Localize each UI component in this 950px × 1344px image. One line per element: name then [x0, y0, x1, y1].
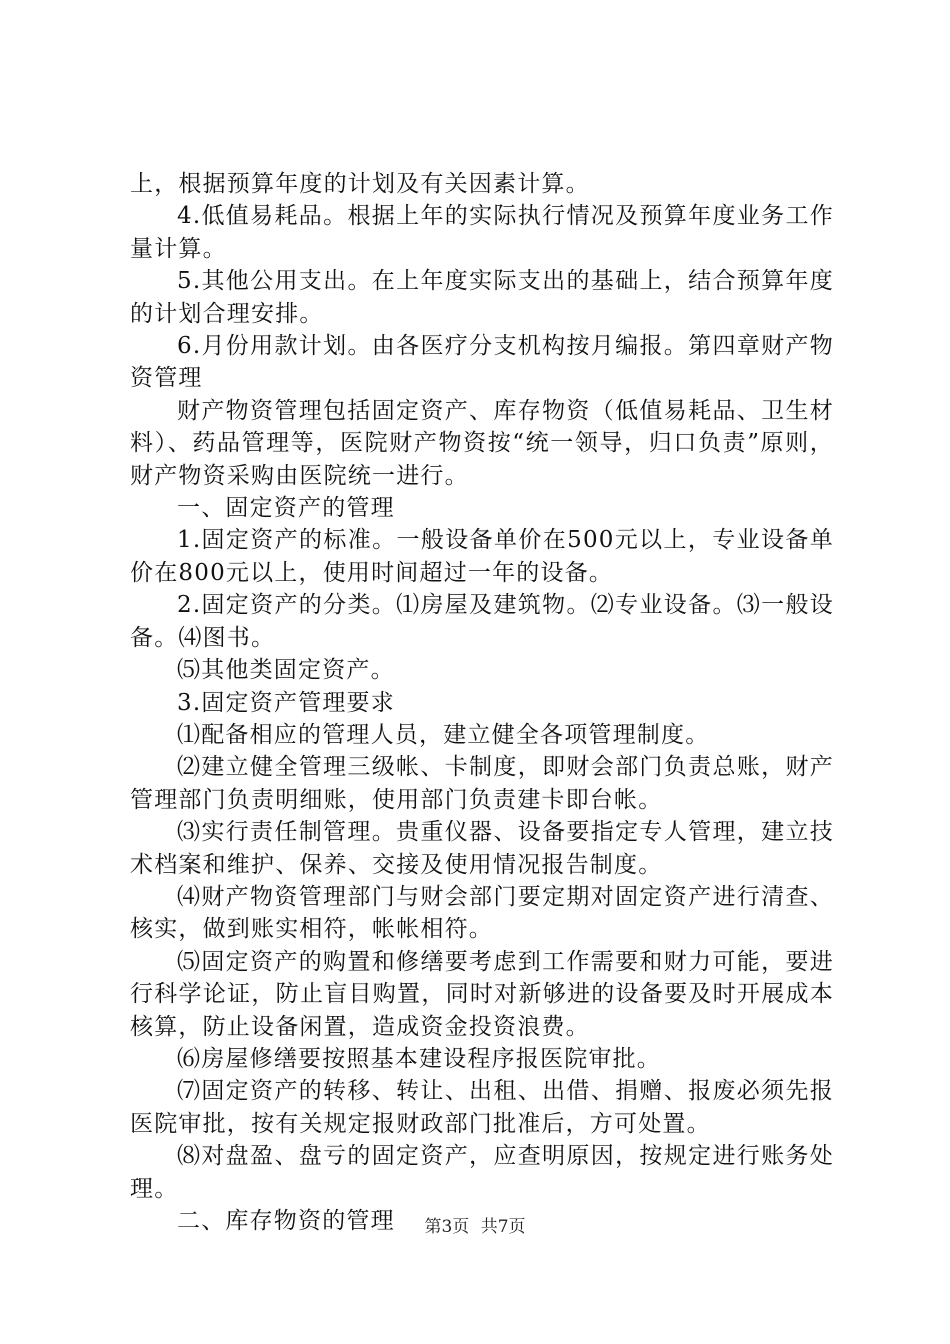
- paragraph-8: ⑸其他类固定资产。: [177, 657, 395, 684]
- paragraph-15: ⑹房屋修缮要按照基本建设程序报医院审批。: [177, 1045, 661, 1072]
- paragraph-14: ⑸固定资产的购置和修缮要考虑到工作需要和财力可能，要进行科学论证，防止盲目购置，同时对新够进的设备要及时开展成本核算，防止设备闲置，造成资金投资浪费。: [130, 948, 834, 1040]
- document-body: [130, 168, 834, 1237]
- paragraph-9: 3.固定资产管理要求: [177, 689, 395, 716]
- paragraph-10: ⑴配备相应的管理人员，建立健全各项管理制度。: [177, 721, 710, 748]
- paragraph-7: 2.固定资产的分类。⑴房屋及建筑物。⑵专业设备。⑶一般设备。⑷图书。: [130, 592, 834, 651]
- paragraph-0: 上，根据预算年度的计划及有关因素计算。: [130, 171, 590, 197]
- section-heading-inventory: 二、库存物资的管理: [177, 1208, 395, 1234]
- paragraph-17: ⑻对盘盈、盘亏的固定资产，应查明原因，按规定进行账务处理。: [130, 1143, 834, 1202]
- paragraph-13: ⑷财产物资管理部门与财会部门要定期对固定资产进行清查、核实，做到账实相符，帐帐相符。: [130, 883, 834, 943]
- paragraph-1: 4.低值易耗品。根据上年的实际执行情况及预算年度业务工作量计算。: [130, 203, 834, 262]
- paragraph-16: ⑺固定资产的转移、转让、出租、出借、捐赠、报废必须先报医院审批，按有关规定报财政部门批准后，方可处置。: [130, 1078, 834, 1137]
- page-footer: [0, 1215, 950, 1239]
- paragraph-11: ⑵建立健全管理三级帐、卡制度，即财会部门负责总账，财产管理部门负责明细账，使用部门负责建卡即台帐。: [130, 754, 834, 813]
- paragraph-2: 5.其他公用支出。在上年度实际支出的基础上，结合预算年度的计划合理安排。: [130, 268, 834, 327]
- paragraph-4: 财产物资管理包括固定资产、库存物资（低值易耗品、卫生材料）、药品管理等，医院财产物资按“统一领导，归口负责”原则，财产物资采购由医院统一进行。: [130, 397, 834, 489]
- paragraph-6: 1.固定资产的标准。一般设备单价在500元以上，专业设备单价在800元以上，使用时间超过一年的设备。: [130, 527, 834, 586]
- paragraph-3: 6.月份用款计划。由各医疗分支机构按月编报。第四章财产物资管理: [130, 333, 834, 392]
- section-heading-fixed-assets: 一、固定资产的管理: [177, 495, 395, 522]
- page-total: 共7页: [480, 1217, 526, 1237]
- paragraph-12: ⑶实行责任制管理。贵重仪器、设备要指定专人管理，建立技术档案和维护、保养、交接及使用情况报告制度。: [130, 819, 834, 878]
- page-number: 第3页: [424, 1217, 470, 1237]
